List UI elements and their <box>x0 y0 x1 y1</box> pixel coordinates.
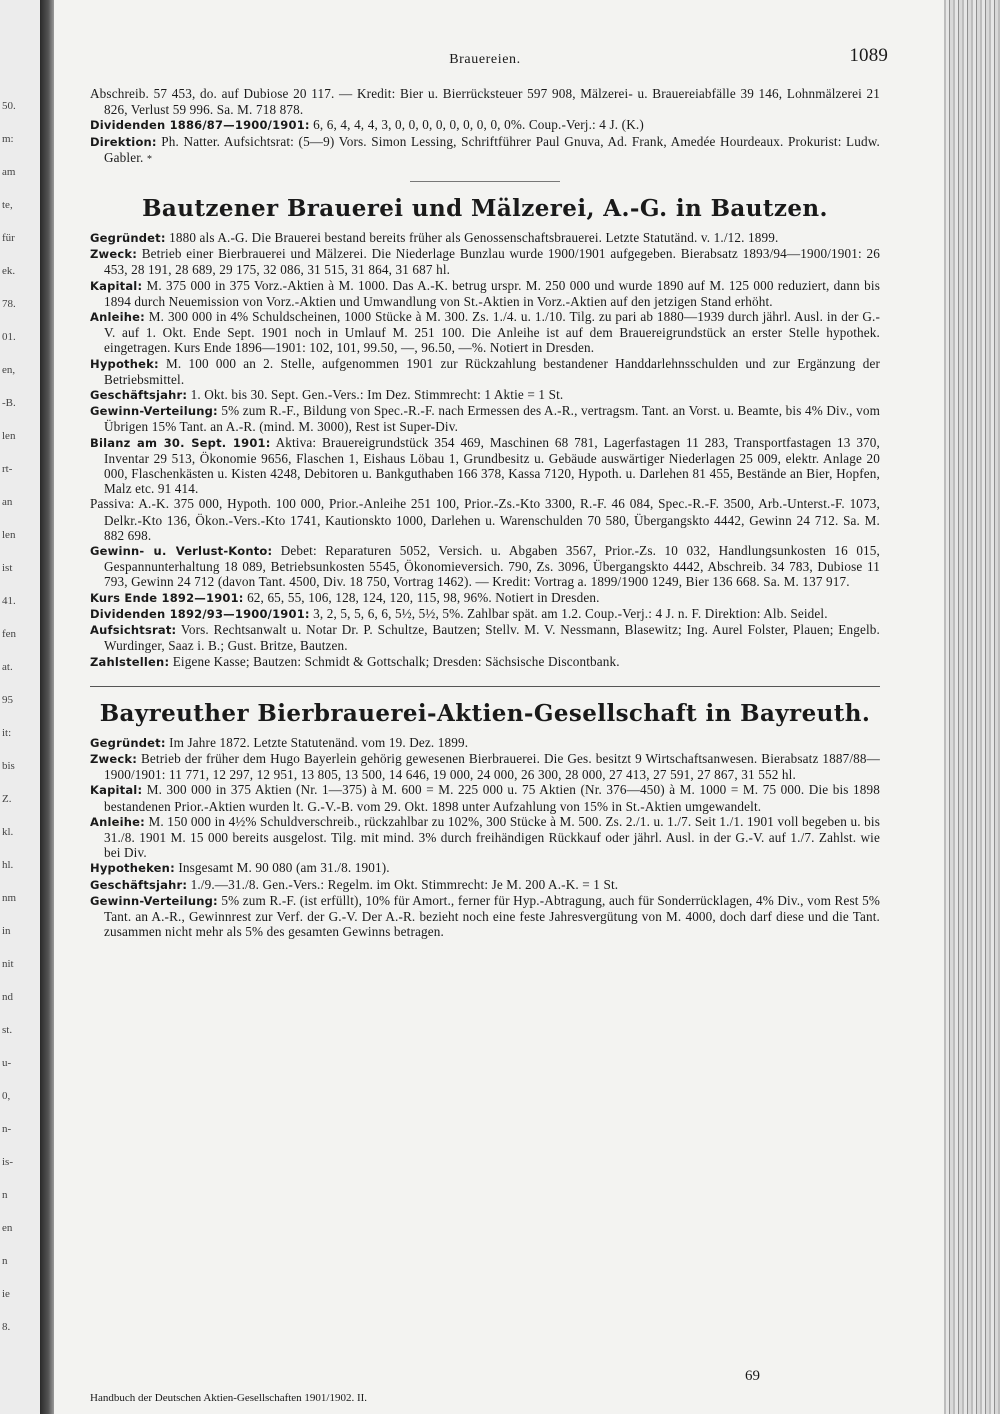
entry-label: Dividenden 1886/87—1900/1901: <box>90 118 310 133</box>
page-number: 1089 <box>849 45 888 66</box>
margin-fragment: n <box>2 1189 8 1201</box>
section-divider <box>90 686 880 687</box>
running-header <box>90 45 888 72</box>
entry-label: Dividenden 1892/93—1900/1901: <box>90 606 310 621</box>
signature-mark: 69 <box>745 1368 760 1384</box>
entry-label: Zweck: <box>90 247 138 262</box>
intro-section <box>90 86 880 167</box>
page-stack-edge <box>944 0 1000 1414</box>
entry <box>90 86 880 118</box>
entry <box>90 892 880 940</box>
margin-fragment: ie <box>2 1288 10 1300</box>
running-title: Brauereien. <box>449 52 521 67</box>
entry <box>90 543 880 590</box>
entry-label: Zahlstellen: <box>90 654 170 669</box>
adjacent-page-margin <box>0 0 40 1414</box>
entry-text: 5% zum R.-F., Bildung von Spec.-R.-F. nach Ermessen des A.-R., vertragsm. Tant. an Vorst. u. Beamte, bis 4% Div., vom Übrigen 15% Tant. an A.-R. (mind. M. 3000), Rest ist Super-Div. <box>104 403 880 435</box>
entry-label: Gegründet: <box>90 231 166 246</box>
entry <box>90 309 880 356</box>
entry-text: Passiva: A.-K. 375 000, Hypoth. 100 000, Prior.-Anleihe 251 100, Prior.-Zs.-Kto 3300, R.-F. 46 084, Spec.-R.-F. 3500, Arb.-Unterst.-F. 1073, Delkr.-Kto 136, Ökon.-Vers.-Kto 1741, Kautionskto 1000, Darlehen u. Warenschulden 70 580, Übergangskto 4442, Gewinn 24 712. Sa. M. 882 698. <box>90 496 880 543</box>
entry-label: Bilanz am 30. Sept. 1901: <box>90 435 271 450</box>
entry-text: 5% zum R.-F. (ist erfüllt), 10% für Amort., ferner für Hyp.-Abtragung, auch für Sonderrücklagen, 4% Div., vom Rest 5% Tant. an A.-R., Gewinnrest zur Verf. der G.-V. Der A.-R. bezieht noch eine feste Jahresvergütung von M. 4000, doch darf diese und die Tant. zusammen nicht mehr als 5% des gesamten Gewinns betragen. <box>104 892 880 940</box>
entry-text: Vors. Rechtsanwalt u. Notar Dr. P. Schultze, Bautzen; Stellv. M. V. Nessmann, Blasewitz; Ing. Aurel Folster, Plauen; Engelb. Wurdinger, Saaz i. B.; Gust. Britze, Bautzen. <box>104 622 881 654</box>
margin-fragment: 78. <box>2 298 16 310</box>
entry <box>90 589 880 606</box>
margin-fragment: nm <box>2 892 17 904</box>
entry <box>90 782 880 814</box>
entry <box>90 496 880 543</box>
entry-text: M. 300 000 in 4% Schuldscheinen, 1000 Stücke à M. 300. Zs. 1./4. u. 1./10. Tilg. zu pari ab 1880—1939 durch jährl. Ausl. in der G.-V. auf 1. Okt. Ende Sept. 1901 noch in Umlauf M. 251 100. Die Anleihe ist auf dem Brauereigrundstück an erster Stelle hypothek. eingetragen. Kurs Ende 1896—1901: 102, 101, 99.50, —, 96.50, —%. Notiert in Dresden. <box>104 309 880 356</box>
entry <box>90 355 880 387</box>
margin-fragment: m: <box>2 133 14 145</box>
entry <box>90 734 880 751</box>
margin-fragment: hl. <box>2 859 14 871</box>
entry-text: Betrieb der früher dem Hugo Bayerlein gehörig gewesenen Bierbrauerei. Die Ges. besitzt 9 Wirtschaftsanwesen. Bierabsatz 1887/88—1900/1901: 11 771, 12 297, 12 951, 13 805, 13 500, 14 646, 19 000, 24 000, 26 300, 28 000, 27 413, 27 591, 27 867, 31 552 hl. <box>104 750 880 783</box>
margin-fragment: bis <box>2 760 15 772</box>
company-title: Bayreuther Bierbrauerei-Aktien-Gesellschaft in Bayreuth. <box>99 699 871 727</box>
margin-fragment: 8. <box>2 1321 11 1333</box>
margin-fragment: 01. <box>2 331 16 343</box>
entry-text: 1./9.—31./8. Gen.-Vers.: Regelm. im Okt. Stimmrecht: Je M. 200 A.-K. = 1 St. <box>190 876 619 892</box>
entry <box>90 876 880 893</box>
entry <box>90 813 880 861</box>
entry <box>90 860 880 876</box>
entry-label: Kapital: <box>90 278 143 293</box>
entry-text: Eigene Kasse; Bautzen: Schmidt & Gottschalk; Dresden: Sächsische Discontbank. <box>172 653 620 669</box>
entry-text: 62, 65, 55, 106, 128, 124, 120, 115, 98, 96%. Notiert in Dresden. <box>247 589 600 605</box>
entry-label: Anleihe: <box>90 814 145 829</box>
entry-label: Aufsichtsrat: <box>90 623 177 638</box>
margin-fragment: kl. <box>2 826 14 838</box>
entry <box>90 750 880 783</box>
margin-fragment: it: <box>2 727 12 739</box>
section-divider <box>410 181 560 182</box>
entry-label: Gewinn-Verteilung: <box>90 893 218 908</box>
page-footer <box>90 1368 880 1404</box>
margin-fragment: nd <box>2 991 13 1003</box>
entry <box>90 117 880 133</box>
footnote-star: * <box>146 153 153 165</box>
margin-fragment: in <box>2 925 11 937</box>
entry-text: Ph. Natter. Aufsichtsrat: (5—9) Vors. Simon Lessing, Schriftführer Paul Gnuva, Ad. Frank, Amedée Hourdeaux. Prokurist: Ludw. Gabler. <box>104 133 881 165</box>
entry <box>90 387 880 403</box>
margin-fragment: ek. <box>2 265 16 277</box>
margin-fragment: rt- <box>2 463 13 475</box>
entry <box>90 653 880 670</box>
margin-fragment: u- <box>2 1057 12 1069</box>
margin-fragment: nit <box>2 958 14 970</box>
book-gutter <box>40 0 54 1414</box>
margin-fragment: 41. <box>2 595 16 607</box>
margin-fragment: n- <box>2 1123 12 1135</box>
entry-text: 6, 6, 4, 4, 4, 3, 0, 0, 0, 0, 0, 0, 0, 0, 0%. Coup.-Verj.: 4 J. (K.) <box>313 117 644 133</box>
entry-text: M. 375 000 in 375 Vorz.-Aktien à M. 1000. Das A.-K. betrug urspr. M. 250 000 und wurde 1890 auf M. 125 000 reduziert, dann bis 1894 durch Neuemission von Vorz.-Aktien und Umwandlung von St.-Aktien in Vorz.-Aktien auf den jetzigen Stand erhöht. <box>104 277 880 309</box>
entry-label: Gewinn-Verteilung: <box>90 404 218 419</box>
entry-text: M. 150 000 in 4½% Schuldverschreib., rückzahlbar zu 102%, 300 Stücke à M. 500. Zs. 2./1. u. 1./7. Seit 1./1. 1901 voll begeben u. bis 31./8. 1901 M. 15 000 bereits ausgelost. Tilg. mit mind. 3% durch freihändigen Rückkauf oder jährl. Ausl. in der G.-V. auf 1./7. Zahlst. wie bei Div. <box>104 813 880 861</box>
margin-fragment: n <box>2 1255 8 1267</box>
entry-label: Kurs Ende 1892—1901: <box>90 590 244 605</box>
margin-fragment: Z. <box>2 793 12 805</box>
entry <box>90 434 880 497</box>
entry-label: Hypothek: <box>90 356 159 371</box>
margin-fragment: ist <box>2 562 13 574</box>
entry-text: M. 300 000 in 375 Aktien (Nr. 1—375) à M. 600 = M. 225 000 u. 75 Aktien (Nr. 376—450) à M. 1000 = M. 75 000. Die bis 1898 bestandenen Prior.-Aktien wurden lt. G.-V.-B. vom 29. Okt. 1898 unter Aufzahlung von 15% in St.-Aktien umgewandelt. <box>104 782 880 814</box>
margin-fragment: 95 <box>2 694 13 706</box>
entry-text: Debet: Reparaturen 5052, Versich. u. Abgaben 3567, Prior.-Zs. 10 032, Handlungsunkosten 16 015, Gespannunterhaltung 18 089, Betriebsunkosten 5545, Ökonomieversich. 790, Zs. 3096, Übergangskto 4442, Abschreib. 34 783, Dubiose 11 793, Gewinn 24 712 (davon Tant. 4500, Div. 18 750, Vortrag 1462). — Kredit: Vortrag a. 1899/1900 1249, Bier 136 668. Sa. M. 137 917. <box>104 543 880 590</box>
margin-fragment: 0, <box>2 1090 11 1102</box>
entry-text: 1880 als A.-G. Die Brauerei bestand bereits früher als Genossenschaftsbrauerei. Letzte Statutänd. v. 1./12. 1899. <box>169 230 779 246</box>
margin-fragment: len <box>2 430 16 442</box>
entry-label: Zweck: <box>90 751 138 766</box>
entry-text: M. 100 000 an 2. Stelle, aufgenommen 1901 zur Rückzahlung bestandener Handdarlehnsschulden und zur Ergänzung der Betriebsmittel. <box>104 355 880 387</box>
entry-label: Gegründet: <box>90 735 166 750</box>
book-page <box>54 0 944 1414</box>
company-title: Bautzener Brauerei und Mälzerei, A.-G. in Bautzen. <box>142 195 828 223</box>
entry <box>90 403 880 435</box>
footer-imprint: Handbuch der Deutschen Aktien-Gesellschaften 1901/1902. II. <box>90 1392 368 1404</box>
entry-label: Anleihe: <box>90 310 145 325</box>
page-content <box>90 45 888 940</box>
entry <box>90 277 880 309</box>
margin-fragment: für <box>2 232 15 244</box>
entry <box>90 622 881 654</box>
entry-text: 3, 2, 5, 5, 6, 6, 5½, 5½, 5%. Zahlbar spät. am 1.2. Coup.-Verj.: 4 J. n. F. Direktion: Alb. Seidel. <box>313 605 828 621</box>
entry-text: Insgesamt M. 90 080 (am 31./8. 1901). <box>178 860 390 876</box>
entry <box>90 230 880 246</box>
entry-label: Hypotheken: <box>90 861 175 876</box>
entry-text: 1. Okt. bis 30. Sept. Gen.-Vers.: Im Dez. Stimmrecht: 1 Aktie = 1 St. <box>190 387 564 403</box>
entry-text: Aktiva: Brauereigrundstück 354 469, Maschinen 68 781, Lagerfastagen 11 283, Transportfastagen 13 370, Inventar 29 513, Ökonomie 9656, Flaschen 1, Eishaus Löbau 1, Grundbesitz u. Gebäude auswärtiger Niederlagen 25 009, elektr. Anlage 20 000, Flaschenkästen u. Kisten 4248, Debitoren u. Bankguthaben 166 378, Kassa 7120, Hypoth. u. Darlehen 81 455, Bestände an Bier, Hopfen, Malz etc. 91 414. <box>104 434 880 497</box>
entry-label: Gewinn- u. Verlust-Konto: <box>90 544 273 559</box>
company-entries <box>90 230 880 670</box>
entry-label: Geschäftsjahr: <box>90 877 188 892</box>
margin-fragment: en, <box>2 364 16 376</box>
entry-label: Geschäftsjahr: <box>90 388 188 403</box>
entry-text: Betrieb einer Bierbrauerei und Mälzerei. Die Niederlage Bunzlau wurde 1900/1901 aufgegeben. Bierabsatz 1893/94—1900/1901: 26 453, 28 191, 28 689, 29 175, 32 086, 31 515, 31 864, 31 687 hl. <box>104 246 880 278</box>
margin-fragment: te, <box>2 199 13 211</box>
margin-fragment: am <box>2 166 16 178</box>
entry <box>90 605 880 622</box>
margin-fragment: st. <box>2 1024 13 1036</box>
entry-label: Direktion: <box>90 134 157 149</box>
margin-fragment: en <box>2 1222 13 1234</box>
margin-fragment: len <box>2 529 16 541</box>
margin-fragment: 50. <box>2 100 16 112</box>
entry <box>90 246 880 278</box>
margin-fragment: fen <box>2 628 17 640</box>
margin-fragment: at. <box>2 661 13 673</box>
entry-text: Abschreib. 57 453, do. auf Dubiose 20 117. — Kredit: Bier u. Bierrücksteuer 597 908, Mälzerei- u. Brauereiabfälle 39 146, Lohnmälzerei 21 826, Verlust 59 996. Sa. M. 718 878. <box>90 86 880 118</box>
entry-text: Im Jahre 1872. Letzte Statutenänd. vom 19. Dez. 1899. <box>169 734 469 750</box>
margin-fragment: -B. <box>2 397 16 409</box>
entry-label: Kapital: <box>90 783 143 798</box>
margin-fragment: is- <box>2 1156 13 1168</box>
margin-fragment: an <box>2 496 13 508</box>
entry <box>90 133 881 167</box>
company-entries <box>90 735 880 940</box>
